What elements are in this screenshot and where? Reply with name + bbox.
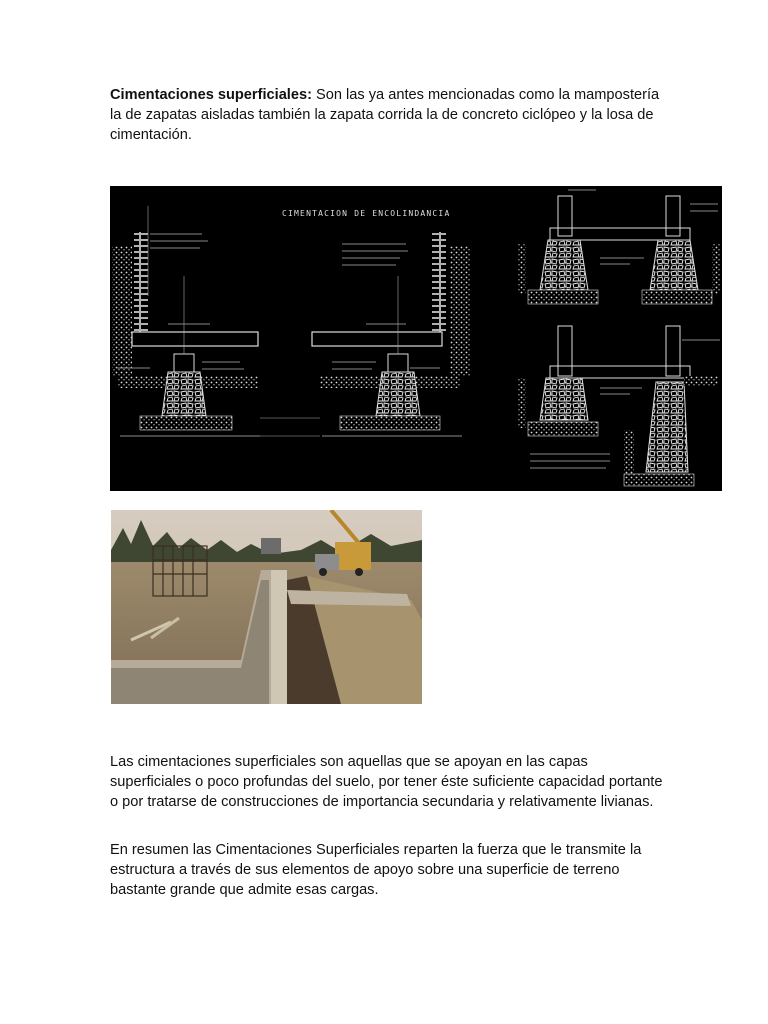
construction-site-photo (111, 510, 422, 704)
paragraph-summary: En resumen las Cimentaciones Superficiales reparten la fuerza que le transmite la estructura a través de sus elementos de apoyo sobre una superficie de terreno bastante grande que admite esas cargas. (110, 842, 642, 898)
drawing-title: CIMENTACION DE ENCOLINDANCIA (282, 209, 451, 218)
intro-text: Son las ya antes mencionadas como la mampostería la de zapatas aisladas también la zapata corrida la de concreto ciclópeo y la losa de cimentación. (110, 87, 660, 143)
foundation-drawing (110, 186, 722, 491)
intro-paragraph (110, 85, 670, 145)
intro-heading: Cimentaciones superficiales: (110, 87, 312, 103)
wall-footing-detail-bottom (518, 326, 720, 486)
right-footing-section (260, 232, 470, 436)
left-footing-section (112, 206, 260, 436)
paragraph-definition: Las cimentaciones superficiales son aquellas que se apoyan en las capas superficiales o poco profundas del suelo, por tener éste suficiente capacidad portante o por tratarse de construcciones de importancia secundaria y relativamente livianas. (110, 754, 663, 810)
wall-footing-detail-top (518, 190, 720, 304)
